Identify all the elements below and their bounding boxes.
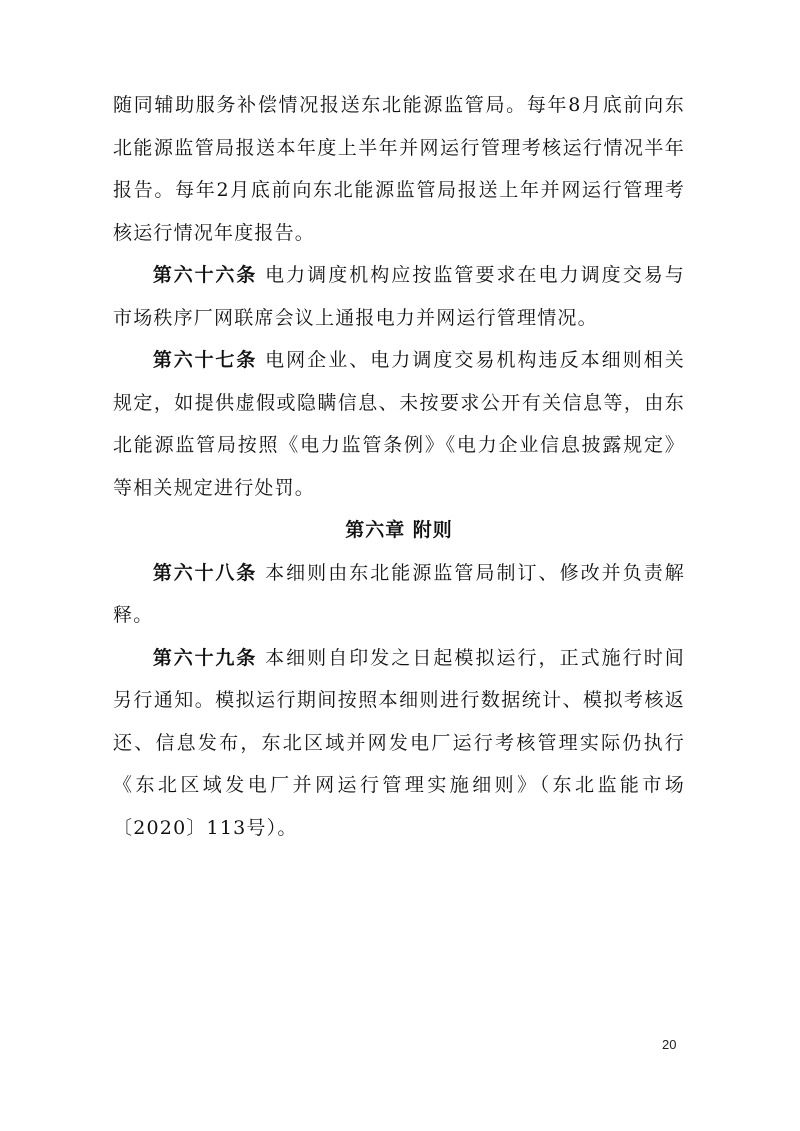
document-body [113,84,685,849]
article-68 [113,552,685,637]
article-68-number: 第六十八条 [152,561,258,584]
article-69-text: 本细则自印发之日起模拟运行，正式施行时间另行通知。模拟运行期间按照本细则进行数据统计、模拟考核返还、信息发布，东北区域并网发电厂运行考核管理实际仍执行《东北区域发电厂并网运行管理实施细则》（东北监能市场〔2020〕113号）。 [113,646,685,839]
article-67 [113,339,685,509]
article-67-number: 第六十七条 [152,349,258,371]
continuation-paragraph [113,84,685,254]
article-69-number: 第六十九条 [152,646,258,669]
article-66 [113,254,685,339]
continuation-text: 随同辅助服务补偿情况报送东北能源监管局。每年8月底前向东北能源监管局报送本年度上半年并网运行管理考核运行情况半年报告。每年2月底前向东北能源监管局报送上年并网运行管理考核运行情况年度报告。 [113,94,685,244]
chapter-heading: 第六章 附则 [345,519,453,541]
article-68-text: 本细则由东北能源监管局制订、修改并负责解释。 [113,561,685,626]
article-66-number: 第六十六条 [152,264,258,286]
article-69 [113,637,685,850]
page-number: 20 [662,1037,677,1052]
article-66-text: 电力调度机构应按监管要求在电力调度交易与市场秩序厂网联席会议上通报电力并网运行管理情况。 [113,264,685,329]
article-67-text: 电网企业、电力调度交易机构违反本细则相关规定，如提供虚假或隐瞒信息、未按要求公开有关信息等，由东北能源监管局按照《电力监管条例》《电力企业信息披露规定》等相关规定进行处罚。 [113,349,685,499]
